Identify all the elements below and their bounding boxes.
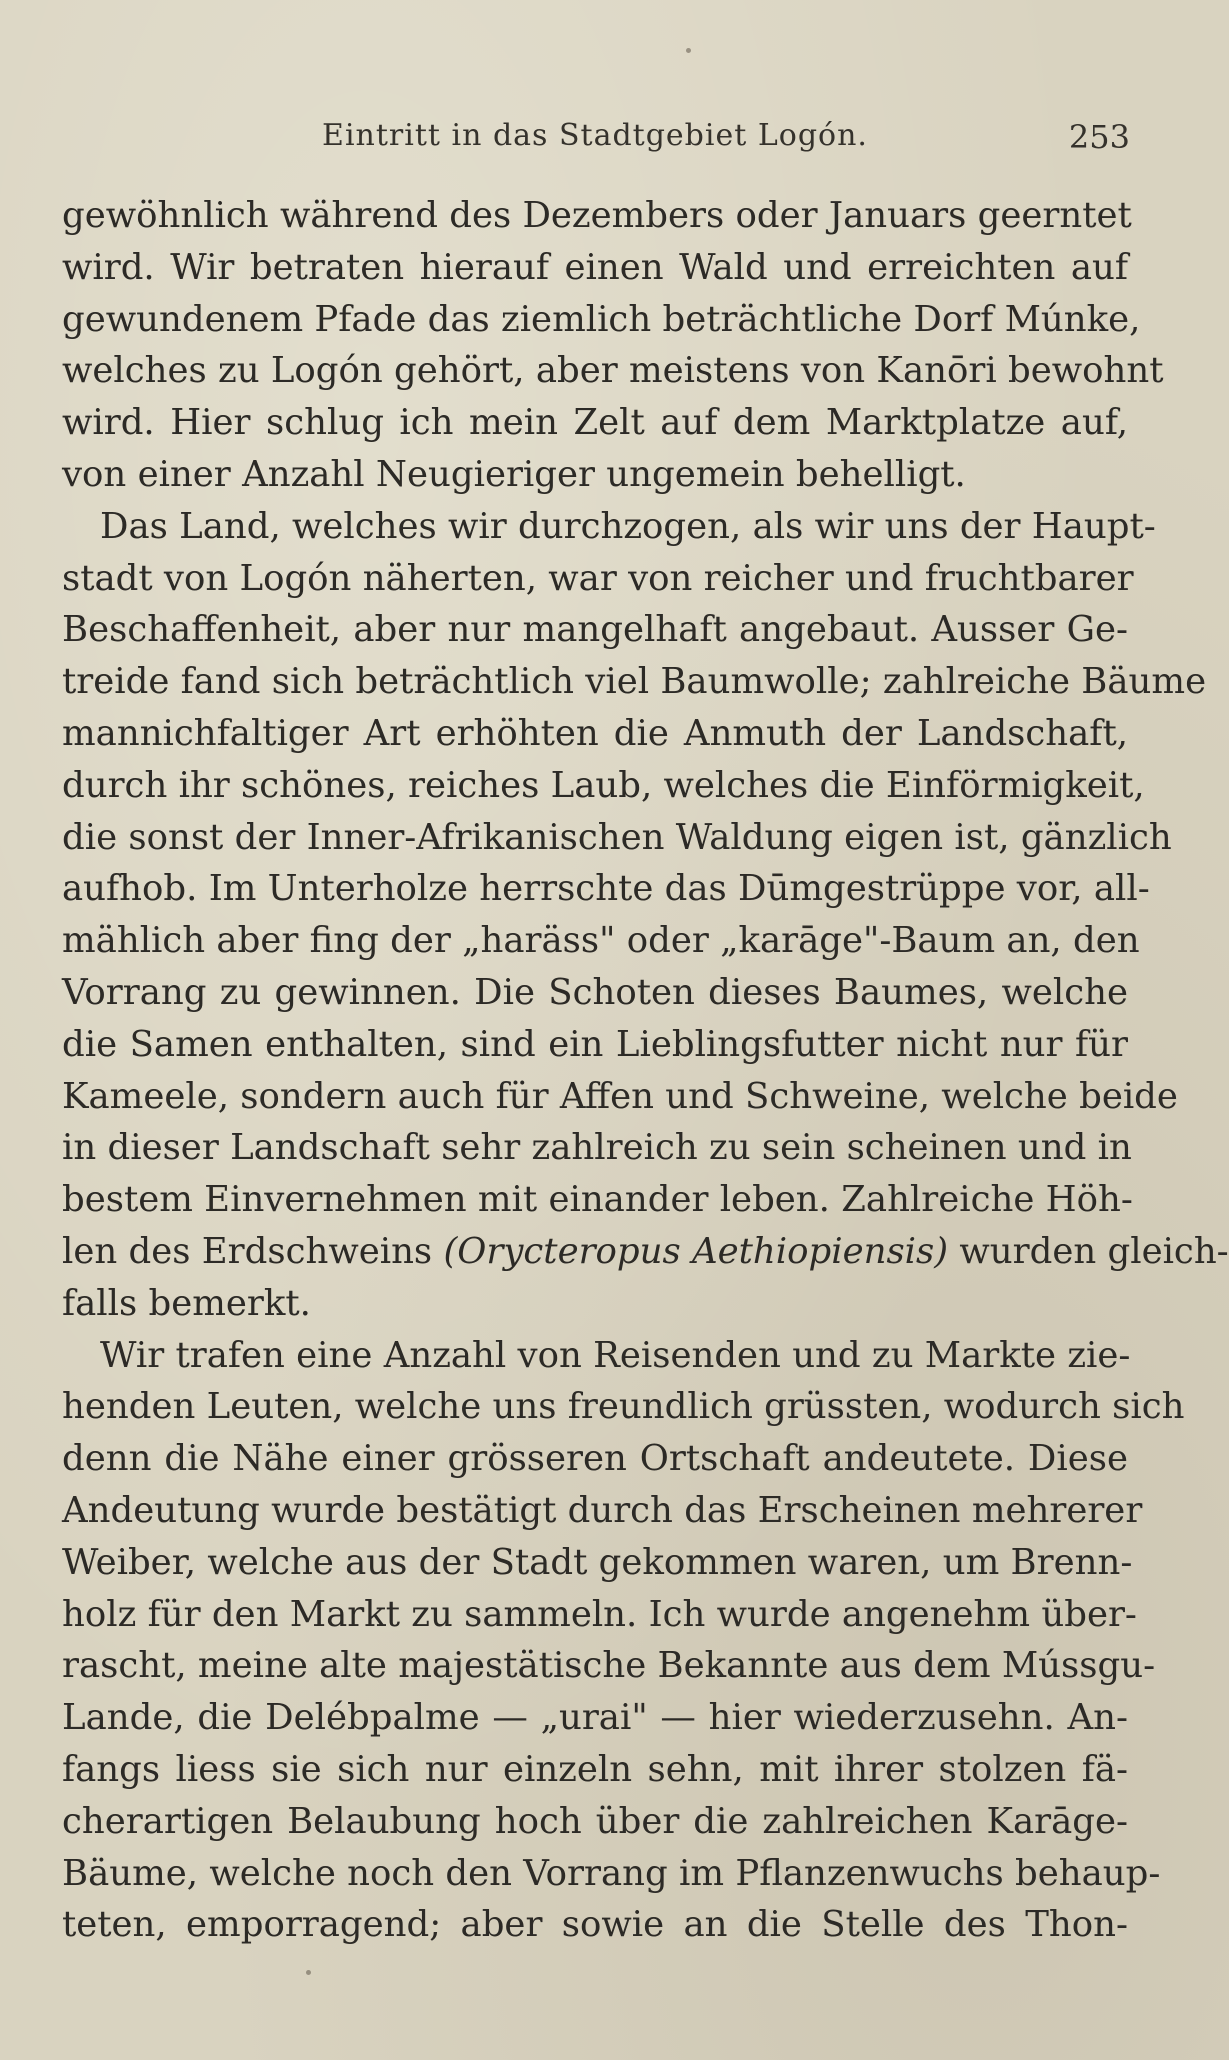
- text-line: falls bemerkt.: [62, 1282, 311, 1324]
- text-line: von einer Anzahl Neugieriger ungemein behelligt.: [62, 453, 966, 495]
- text-line: cherartigen Belaubung hoch über die zahlreichen Karāge-: [62, 1800, 1128, 1842]
- text-line: die sonst der Inner-Afrikanischen Waldung eigen ist, gänzlich: [62, 816, 1172, 858]
- text-line: mannichfaltiger Art erhöhten die Anmuth der Landschaft,: [62, 712, 1128, 754]
- text-line: stadt von Logón näherten, war von reicher und fruchtbarer: [62, 557, 1134, 599]
- text-line: Das Land, welches wir durchzogen, als wir uns der Haupt-: [100, 505, 1156, 547]
- text-line: fangs liess sie sich nur einzeln sehn, mit ihrer stolzen fä-: [62, 1748, 1128, 1790]
- text-line: in dieser Landschaft sehr zahlreich zu sein scheinen und in: [62, 1127, 1132, 1169]
- print-speck-top: [686, 48, 691, 53]
- running-head: [60, 118, 1130, 158]
- text-line: Bäume, welche noch den Vorrang im Pflanzenwuchs behaup-: [62, 1852, 1161, 1894]
- text-line: rascht, meine alte majestätische Bekannte aus dem Mússgu-: [62, 1645, 1156, 1687]
- text-line: wird. Hier schlug ich mein Zelt auf dem Marktplatze auf,: [62, 402, 1128, 444]
- text-line: Weiber, welche aus der Stadt gekommen waren, um Brenn-: [62, 1541, 1133, 1583]
- text-line-latin-name: [62, 1226, 1229, 1278]
- text-line: Andeutung wurde bestätigt durch das Erscheinen mehrerer: [62, 1489, 1143, 1531]
- text-line: teten, emporragend; aber sowie an die Stelle des Thon-: [62, 1904, 1128, 1946]
- text-line: aufhob. Im Unterholze herrschte das Dūmgestrüppe vor, all-: [62, 868, 1150, 910]
- body-text: [62, 190, 1229, 1951]
- text-line: Lande, die Delébpalme — „urai" — hier wiederzusehn. An-: [62, 1697, 1128, 1739]
- text-segment: wurden gleich-: [948, 1230, 1229, 1272]
- text-line: treide fand sich beträchtlich viel Baumwolle; zahlreiche Bäume: [62, 661, 1207, 703]
- text-line: holz für den Markt zu sammeln. Ich wurde angenehm über-: [62, 1593, 1137, 1635]
- text-line: durch ihr schönes, reiches Laub, welches die Einförmigkeit,: [62, 764, 1145, 806]
- text-line: henden Leuten, welche uns freundlich grüssten, wodurch sich: [62, 1386, 1185, 1428]
- text-line: bestem Einvernehmen mit einander leben. Zahlreiche Höh-: [62, 1179, 1133, 1221]
- print-speck-bottom: [306, 1970, 311, 1975]
- text-line: welches zu Logón gehört, aber meistens von Kanōri bewohnt: [62, 350, 1164, 392]
- text-line: gewundenem Pfade das ziemlich beträchtliche Dorf Múnke,: [62, 298, 1141, 340]
- running-title: Eintritt in das Stadtgebiet Logón.: [322, 118, 868, 153]
- latin-species-name: (Orycteropus Aethiopiensis): [443, 1230, 949, 1272]
- text-line: denn die Nähe einer grösseren Ortschaft andeutete. Diese: [62, 1438, 1128, 1480]
- text-line: Wir trafen eine Anzahl von Reisenden und zu Markte zie-: [100, 1334, 1131, 1376]
- text-line: Beschaffenheit, aber nur mangelhaft angebaut. Ausser Ge-: [62, 609, 1128, 651]
- text-line: wird. Wir betraten hierauf einen Wald und erreichten auf: [62, 246, 1128, 288]
- text-segment: len des Erdschweins: [62, 1230, 444, 1272]
- text-line: mählich aber fing der „haräss" oder „karāge"-Baum an, den: [62, 920, 1140, 962]
- text-line: Vorrang zu gewinnen. Die Schoten dieses Baumes, welche: [62, 971, 1128, 1013]
- text-line: Kameele, sondern auch für Affen und Schweine, welche beide: [62, 1075, 1178, 1117]
- text-line: gewöhnlich während des Dezembers oder Januars geerntet: [62, 195, 1132, 236]
- text-line: die Samen enthalten, sind ein Lieblingsfutter nicht nur für: [62, 1023, 1128, 1065]
- page-number: 253: [1068, 118, 1130, 156]
